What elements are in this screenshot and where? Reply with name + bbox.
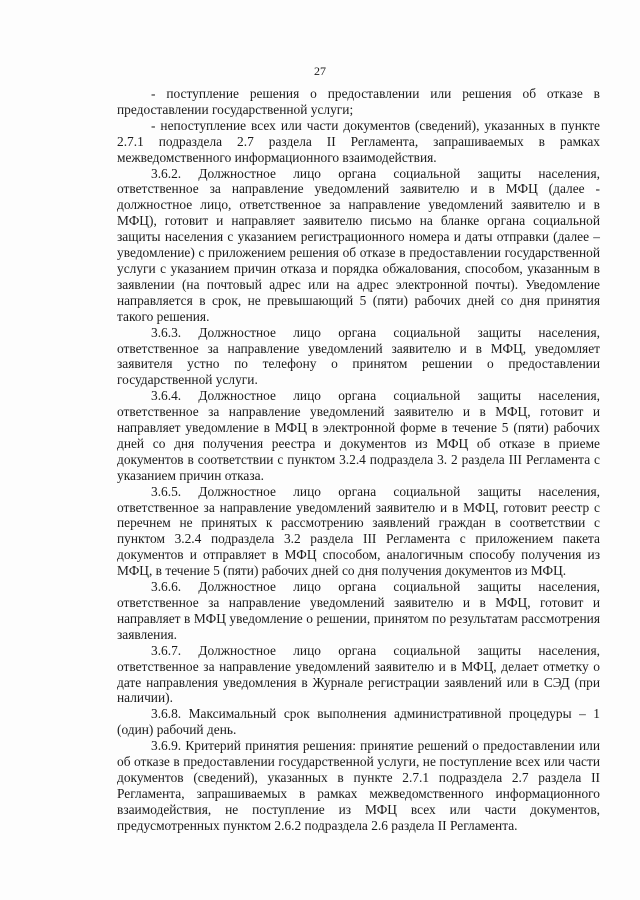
paragraph-3-6-2: 3.6.2. Должностное лицо органа социальной защиты населения, ответственное за направление уведомлений заявителю и в МФЦ (далее - должностное лицо, ответственное за направление уведомлений заявителю и в МФЦ), готовит и направляет заявителю письмо на бланке органа социальной защиты населения с указанием регистрационного номера и даты отправки (далее – уведомление) с приложением решения об отказе в предоставлении государственной услуги с указанием причин отказа и порядка обжалования, способом, указанным в заявлении (на почтовый адрес или на адрес электронной почты). Уведомление направляется в срок, не превышающий 5 (пяти) рабочих дней со дня принятия такого решения.	[117, 165, 600, 324]
paragraph-3-6-8: 3.6.8. Максимальный срок выполнения административной процедуры – 1 (один) рабочий день.	[117, 706, 600, 738]
paragraph-3-6-6: 3.6.6. Должностное лицо органа социальной защиты населения, ответственное за направление уведомлений заявителю и в МФЦ, готовит и направляет в МФЦ уведомление о решении, принятом по результатам рассмотрения заявления.	[117, 579, 600, 642]
paragraph-3-6-5: 3.6.5. Должностное лицо органа социальной защиты населения, ответственное за направление уведомлений заявителю и в МФЦ, готовит реестр с перечнем не принятых к рассмотрению заявлений граждан в соответствии с пунктом 3.2.4 подраздела 3.2 раздела III Регламента с приложением пакета документов и отправляет в МФЦ способом, аналогичным способу получения из МФЦ, в течение 5 (пяти) рабочих дней со дня получения документов из МФЦ.	[117, 483, 600, 579]
paragraph-3-6-4: 3.6.4. Должностное лицо органа социальной защиты населения, ответственное за направление уведомлений заявителю и в МФЦ, готовит и направляет уведомление в МФЦ в электронной форме в течение 5 (пяти) рабочих дней со дня получения реестра и документов из МФЦ об отказе в приеме документов в соответствии с пунктом 3.2.4 подраздела 3. 2 раздела III Регламента с указанием причин отказа.	[117, 388, 600, 483]
page-number: 27	[314, 64, 326, 78]
paragraph-bullet-documents: - непоступление всех или части документов (сведений), указанных в пункте 2.7.1 подраздела 2.7 раздела II Регламента, запрашиваемых в рамках межведомственного информационного взаимодействия.	[117, 117, 600, 165]
paragraph-3-6-9: 3.6.9. Критерий принятия решения: принятие решений о предоставлении или об отказе в предоставлении государственной услуги, не поступление всех или части документов (сведений), указанных в пункте 2.7.1 подраздела 2.7 раздела II Регламента, запрашиваемых в рамках межведомственного информационного взаимодействия, не поступление из МФЦ всех или части документов, предусмотренных пунктом 2.6.2 подраздела 2.6 раздела II Регламента.	[117, 738, 600, 833]
paragraph-3-6-7: 3.6.7. Должностное лицо органа социальной защиты населения, ответственное за направление уведомлений заявителю и в МФЦ, делает отметку о дате направления уведомления в Журнале регистрации заявлений или в СЭД (при наличии).	[117, 642, 600, 706]
document-body	[117, 86, 600, 834]
paragraph-bullet-decision: - поступление решения о предоставлении или решения об отказе в предоставлении государственной услуги;	[117, 86, 600, 117]
paragraph-3-6-3: 3.6.3. Должностное лицо органа социальной защиты населения, ответственное за направление уведомлений заявителю и в МФЦ, уведомляет заявителя устно по телефону о принятом решении о предоставлении государственной услуги.	[117, 324, 600, 388]
